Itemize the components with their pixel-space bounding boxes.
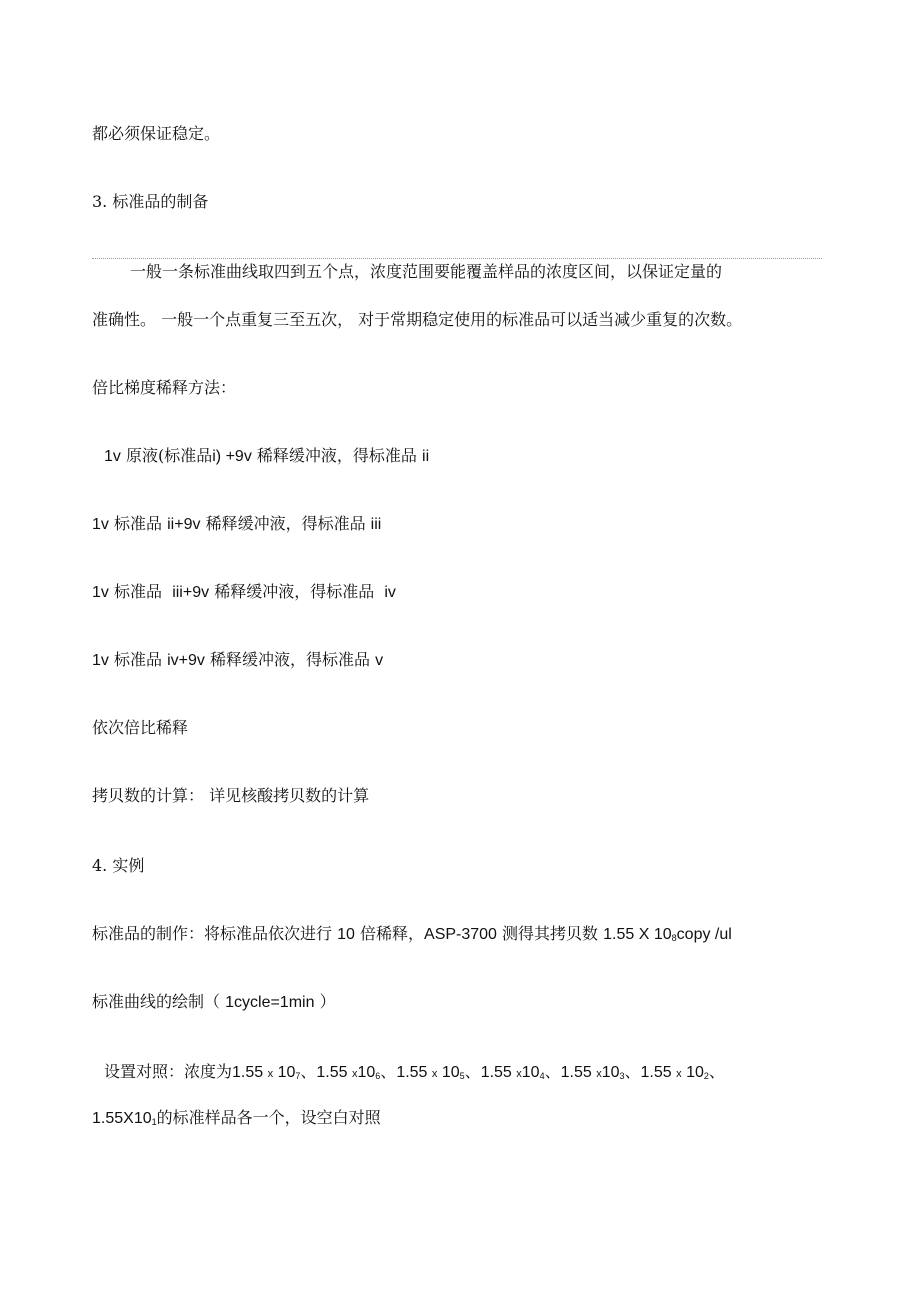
copy-number-unit: copy /ul <box>676 926 732 943</box>
paragraph-text: 倍比梯度稀释方法： <box>92 378 237 397</box>
step-text: 标准品 <box>114 514 163 533</box>
paragraph-text: 准确性。 一般一个点重复三至五次， 对于常期稳定使用的标准品可以适当减少重复的次数。 <box>92 310 743 329</box>
dotted-divider <box>92 258 822 259</box>
paragraph-sequential <box>92 718 188 738</box>
cycle-definition: 1cycle=1min <box>225 994 315 1011</box>
heading-text: 3. 标准品的制备 <box>92 192 209 211</box>
paragraph-text: 依次倍比稀释 <box>92 718 189 737</box>
concentration-2: 1.55 $x10_6$ <box>316 1064 381 1081</box>
dilution-step-2 <box>92 514 381 535</box>
step-text: ii+9v <box>167 516 201 533</box>
example-curve-drawing <box>92 992 336 1013</box>
exponent: 8 <box>671 933 677 943</box>
concentration-5: 1.55 $x10_3$ <box>560 1064 625 1081</box>
concentration-6: 1.55 x $10_2$ <box>640 1064 709 1081</box>
concentration-7: $1.55X10_1$ <box>92 1110 157 1127</box>
example-text: 的标准样品各一个，设空白对照 <box>156 1108 381 1127</box>
step-text: 标准品 <box>114 650 163 669</box>
example-controls-continued <box>92 1108 381 1129</box>
step-text: 稀释缓冲液，得标准品 <box>256 446 417 465</box>
separator: 、 <box>380 1064 397 1081</box>
paragraph-text: 都必须保证稳定。 <box>92 124 221 143</box>
dilution-step-1 <box>104 446 429 467</box>
dilution-step-3 <box>92 582 396 603</box>
step-text: 稀释缓冲液，得标准品 <box>210 650 371 669</box>
separator: 、 <box>464 1064 481 1081</box>
step-result: iv <box>384 584 396 601</box>
separator: 、 <box>544 1064 561 1081</box>
instrument-name: ASP-3700 <box>424 926 497 943</box>
example-standard-prep <box>92 924 732 945</box>
copy-number-value: 1.55 X 10 <box>603 926 672 943</box>
volume-label: 1v <box>104 448 121 465</box>
section-heading-3 <box>92 192 208 212</box>
step-text: 原液(标准品 <box>126 446 213 465</box>
paragraph-method <box>92 378 236 398</box>
example-text: 倍稀释， <box>360 924 425 943</box>
dilution-step-4 <box>92 650 383 671</box>
example-text: 测得其拷贝数 <box>502 924 599 943</box>
example-text: ） <box>319 992 336 1011</box>
step-result: iii <box>370 516 382 533</box>
volume-label: 1v <box>92 516 109 533</box>
paragraph-text: 一般一条标准曲线取四到五个点，浓度范围要能覆盖样品的浓度区间，以保证定量的 <box>130 262 723 281</box>
paragraph-intro-line-2 <box>92 310 742 330</box>
separator: 、 <box>624 1064 641 1081</box>
step-text: 标准品 <box>114 582 163 601</box>
step-text: 稀释缓冲液，得标准品 <box>205 514 366 533</box>
example-number: 10 <box>337 926 355 943</box>
volume-label: 1v <box>92 652 109 669</box>
step-text: iii+9v <box>172 584 210 601</box>
concentration-4: 1.55 $x10_4$ <box>480 1064 545 1081</box>
concentration-3: 1.55 x $10_5$ <box>396 1064 465 1081</box>
example-text: 标准品的制作：将标准品依次进行 <box>92 924 333 943</box>
paragraph-text: 拷贝数的计算： 详见核酸拷贝数的计算 <box>92 786 370 805</box>
volume-label: 1v <box>92 584 109 601</box>
concentration-1: 1.55 x $10_7$ <box>232 1064 301 1081</box>
example-text: 标准曲线的绘制（ <box>92 992 221 1011</box>
example-text: 设置对照：浓度为 <box>104 1062 233 1081</box>
example-controls <box>104 1062 725 1084</box>
paragraph-stable <box>92 124 220 144</box>
step-text: 稀释缓冲液，得标准品 <box>214 582 375 601</box>
separator: 、 <box>300 1064 317 1081</box>
paragraph-intro-line-1 <box>130 262 722 282</box>
step-text: iv+9v <box>167 652 205 669</box>
step-text: i) +9v <box>212 448 252 465</box>
step-result: v <box>375 652 384 669</box>
heading-text: 4. 实例 <box>92 856 145 875</box>
section-heading-4 <box>92 856 144 876</box>
separator: 、 <box>708 1064 725 1081</box>
paragraph-copy-calc <box>92 786 369 806</box>
step-result: ii <box>422 448 430 465</box>
